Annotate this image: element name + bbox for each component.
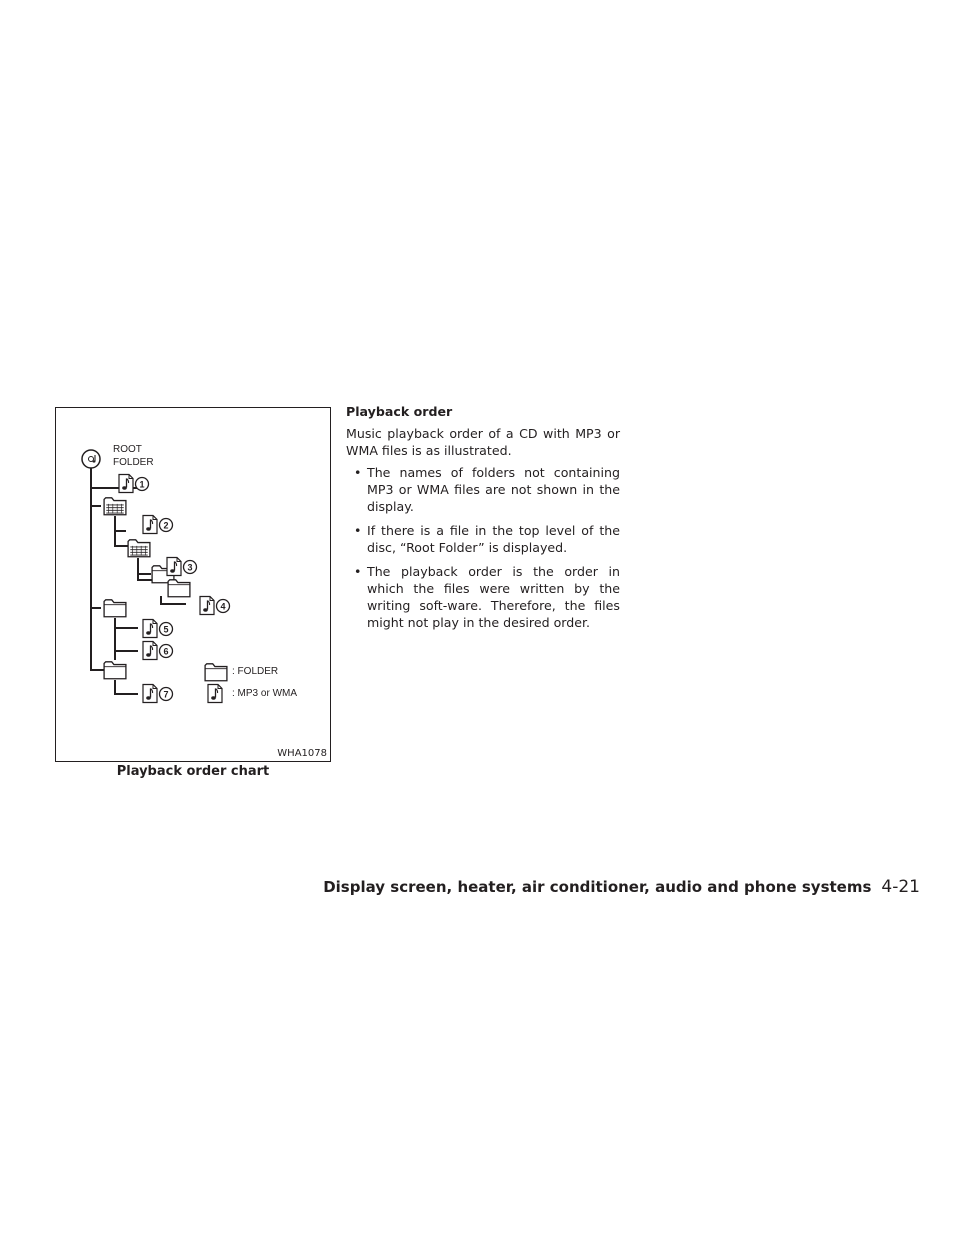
root-label-line1: ROOT [113,444,142,455]
folder-icon [104,600,126,617]
order-number: 4 [220,601,226,612]
order-number: 3 [187,562,193,573]
folder-icon [104,662,126,679]
page-footer [0,877,920,897]
music-file-icon [167,558,181,576]
figure-caption: Playback order chart [116,764,270,779]
legend-file-label: : MP3 or WMA [232,688,298,699]
legend-folder-icon [205,664,227,681]
order-number: 6 [163,646,169,657]
figure-id: WHA1078 [277,748,327,759]
bullet-item: • The playback order is the order in which the files were written by the writing soft-ware. Therefore, the files might not play in the desired order. [354,564,620,630]
root-label-line2: FOLDER [113,457,154,468]
bullet-text: The names of folders not containing MP3 or WMA files are not shown in the display. [367,465,620,514]
order-number: 7 [163,689,169,700]
legend-folder-label: : FOLDER [232,666,279,677]
bullet-item: • If there is a file in the top level of the disc, “Root Folder” is displayed. [354,523,620,555]
intro-paragraph: Music playback order of a CD with MP3 or WMA files is as illustrated. [346,426,620,458]
bullet-text: The playback order is the order in which the files were written by the writing soft-ware. Therefore, the files might not play in the desired order. [367,564,620,630]
section-heading: Playback order [346,404,453,419]
music-file-icon [119,475,133,493]
playback-order-chart [55,407,331,762]
folder-icon [104,498,126,515]
music-file-icon [143,516,157,534]
music-file-icon [200,597,214,615]
legend-music-file-icon [208,685,222,703]
page-number: 4-21 [881,877,920,897]
root-disc-icon [82,450,100,468]
bullet-text: If there is a file in the top level of the disc, “Root Folder” is displayed. [367,523,620,555]
bullet-list [346,464,620,631]
playback-order-diagram [56,408,330,761]
folder-icon [168,580,190,597]
chapter-title: Display screen, heater, air conditioner, audio and phone systems [323,878,872,896]
music-file-icon [143,642,157,660]
order-number: 5 [163,624,169,635]
music-file-icon [143,620,157,638]
playback-order-section [346,403,620,638]
music-file-icon [143,685,157,703]
bullet-item: • The names of folders not containing MP3 or WMA files are not shown in the display. [354,465,620,514]
folder-icon [128,540,150,557]
order-number: 1 [139,479,145,490]
order-number: 2 [163,520,169,531]
